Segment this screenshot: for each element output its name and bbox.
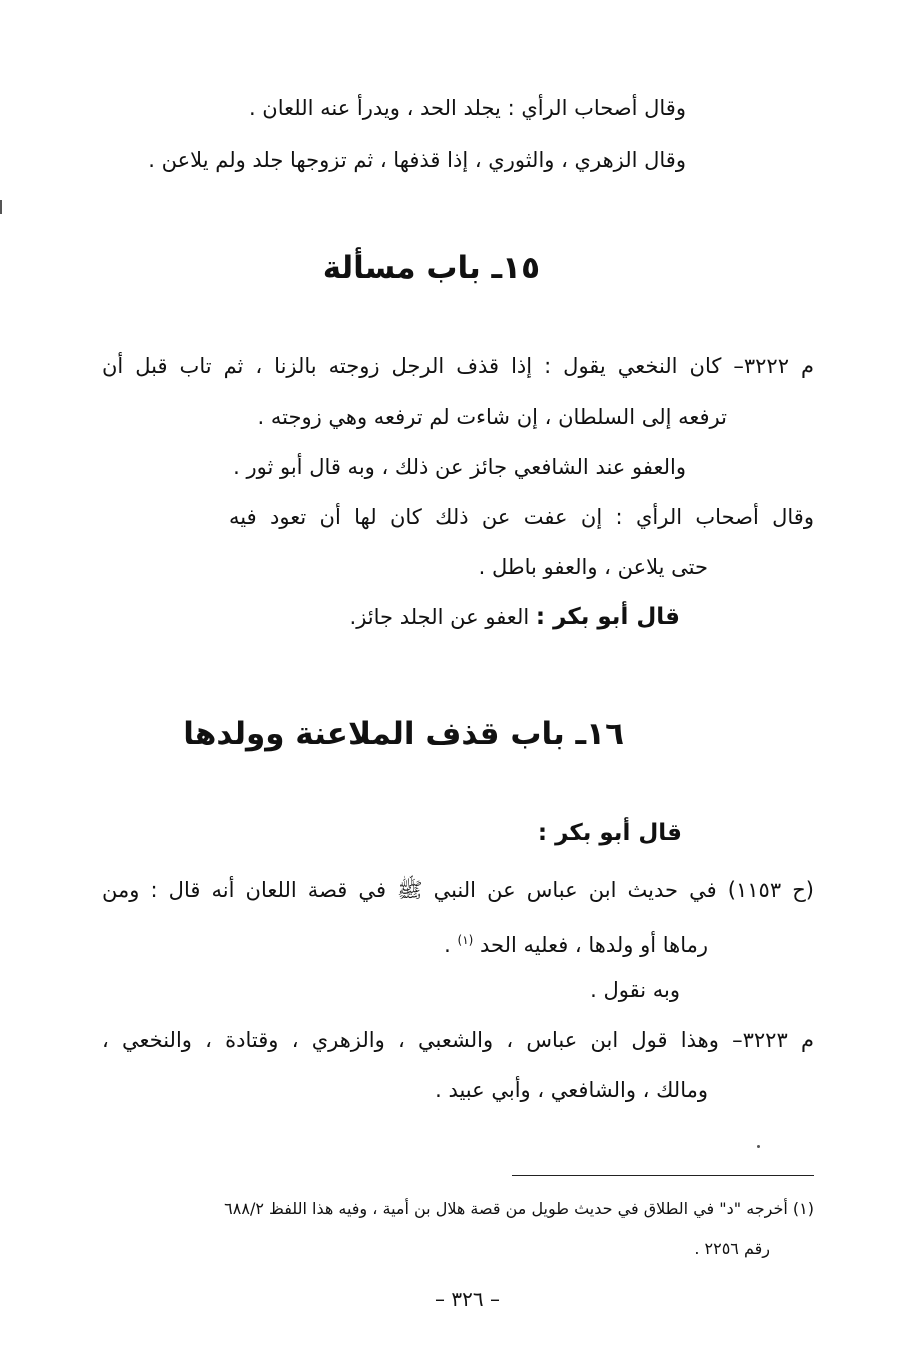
footnote-separator xyxy=(512,1175,814,1176)
statement-text: العفو عن الجلد جائز. xyxy=(349,605,536,629)
scan-speck xyxy=(0,200,2,214)
text-line: م ٣٢٢٣– وهذا قول ابن عباس ، والشعبي ، والزهري ، وقتادة ، والنخعي ، xyxy=(102,1028,814,1052)
scan-speck xyxy=(757,1145,760,1148)
section-heading: ١٦ـ باب قذف الملاعنة وولدها xyxy=(183,716,624,752)
text-line xyxy=(350,602,680,632)
footnote-ref: (١) xyxy=(457,933,474,947)
text-line: وبه نقول . xyxy=(590,978,680,1002)
speaker-label: قال أبو بكر : xyxy=(537,820,682,846)
text-line: م ٣٢٢٢– كان النخعي يقول : إذا قذف الرجل زوجته بالزنا ، ثم تاب قبل أن xyxy=(102,354,814,378)
hadith-text: رماها أو ولدها ، فعليه الحد xyxy=(480,933,708,957)
text-line: ومالك ، والشافعي ، وأبي عبيد . xyxy=(435,1078,708,1102)
speaker-label: قال أبو بكر : xyxy=(535,604,680,630)
text-line xyxy=(444,925,708,960)
text-line: والعفو عند الشافعي جائز عن ذلك ، وبه قال أبو ثور . xyxy=(233,455,686,479)
footnote-line: (١) أخرجه "د" في الطلاق في حديث طويل من قصة هلال بن أمية ، وفيه هذا اللفظ ٦٨٨/٢ xyxy=(224,1199,814,1218)
footnote-line: رقم ٢٢٥٦ . xyxy=(694,1239,770,1258)
text-line: وقال أصحاب الرأي : إن عفت عن ذلك كان لها أن تعود فيه xyxy=(229,505,814,529)
text-line: (ح ١١٥٣) في حديث ابن عباس عن النبي ﷺ في قصة اللعان أنه قال : ومن xyxy=(102,878,814,902)
text-line: ترفعه إلى السلطان ، إن شاءت لم ترفعه وهي زوجته . xyxy=(257,405,727,429)
section-heading: ١٥ـ باب مسألة xyxy=(322,250,540,286)
text-line: وقال الزهري ، والثوري ، إذا قذفها ، ثم تزوجها جلد ولم يلاعن . xyxy=(148,148,686,172)
period: . xyxy=(444,933,458,957)
text-line: وقال أصحاب الرأي : يجلد الحد ، ويدرأ عنه اللعان . xyxy=(248,96,686,120)
page-number: – ٣٢٦ – xyxy=(435,1287,500,1311)
text-line: حتى يلاعن ، والعفو باطل . xyxy=(478,555,708,579)
